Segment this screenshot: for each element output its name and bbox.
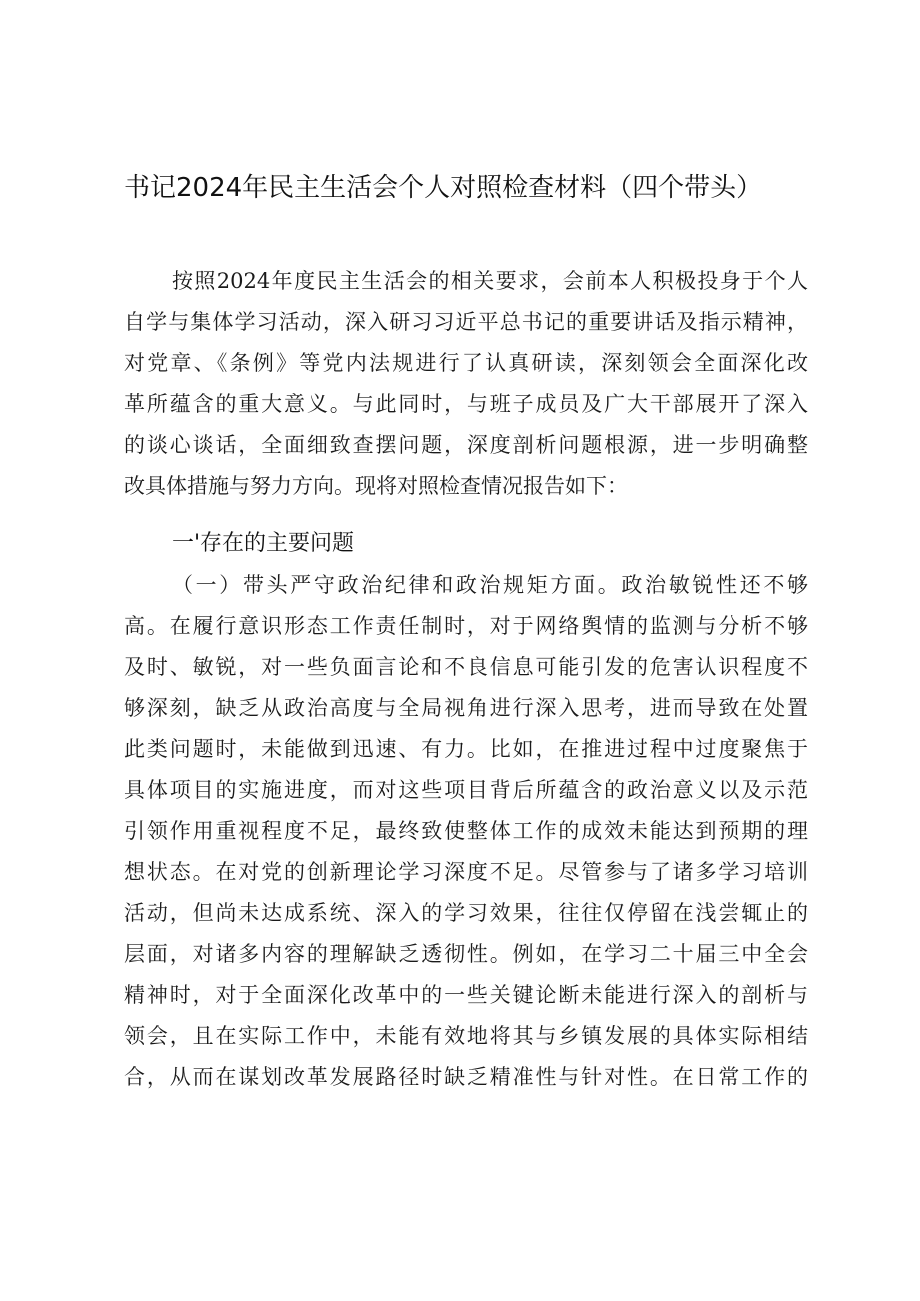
section-line: 具体项目的实施进度，而对这些项目背后所蕴含的政治意义以及示范 bbox=[124, 778, 808, 802]
section-line: 活动，但尚未达成系统、深入的学习效果，往往仅停留在浅尝辄止的 bbox=[124, 901, 808, 925]
document-title: 书记2024年民主生活会个人对照检查材料（四个带头） bbox=[124, 173, 763, 203]
intro-line: 自学与集体学习活动，深入研习习近平总书记的重要讲话及指示精神， bbox=[124, 310, 808, 334]
section-line: 合，从而在谋划改革发展路径时缺乏精准性与针对性。在日常工作的 bbox=[124, 1065, 808, 1089]
intro-line: 按照2024年度民主生活会的相关要求，会前本人积极投身于个人 bbox=[172, 269, 808, 293]
section-line: 引领作用重视程度不足，最终致使整体工作的成效未能达到预期的理 bbox=[124, 819, 808, 843]
section-line: 领会，且在实际工作中，未能有效地将其与乡镇发展的具体实际相结 bbox=[124, 1024, 808, 1048]
intro-line: 改具体措施与努力方向。现将对照检查情况报告如下： bbox=[124, 474, 628, 498]
intro-line: 革所蕴含的重大意义。与此同时，与班子成员及广大干部展开了深入 bbox=[124, 392, 808, 416]
section-line: 此类问题时，未能做到迅速、有力。比如，在推进过程中过度聚焦于 bbox=[124, 737, 808, 761]
section-line: 想状态。在对党的创新理论学习深度不足。尽管参与了诸多学习培训 bbox=[124, 860, 808, 884]
section-line: 及时、敏锐，对一些负面言论和不良信息可能引发的危害认识程度不 bbox=[124, 655, 808, 679]
section-line: 高。在履行意识形态工作责任制时，对于网络舆情的监测与分析不够 bbox=[124, 614, 808, 638]
section-heading: 一'存在的主要问题 bbox=[172, 531, 355, 556]
section-line: 层面，对诸多内容的理解缺乏透彻性。例如，在学习二十届三中全会 bbox=[124, 942, 808, 966]
section-line: （一）带头严守政治纪律和政治规矩方面。政治敏锐性还不够 bbox=[172, 573, 808, 597]
section-line: 够深刻，缺乏从政治高度与全局视角进行深入思考，进而导致在处置 bbox=[124, 696, 808, 720]
section-line: 精神时，对于全面深化改革中的一些关键论断未能进行深入的剖析与 bbox=[124, 983, 808, 1007]
intro-line: 的谈心谈话，全面细致查摆问题，深度剖析问题根源，进一步明确整 bbox=[124, 433, 808, 457]
intro-line: 对党章、《条例》等党内法规进行了认真研读，深刻领会全面深化改 bbox=[124, 351, 808, 375]
